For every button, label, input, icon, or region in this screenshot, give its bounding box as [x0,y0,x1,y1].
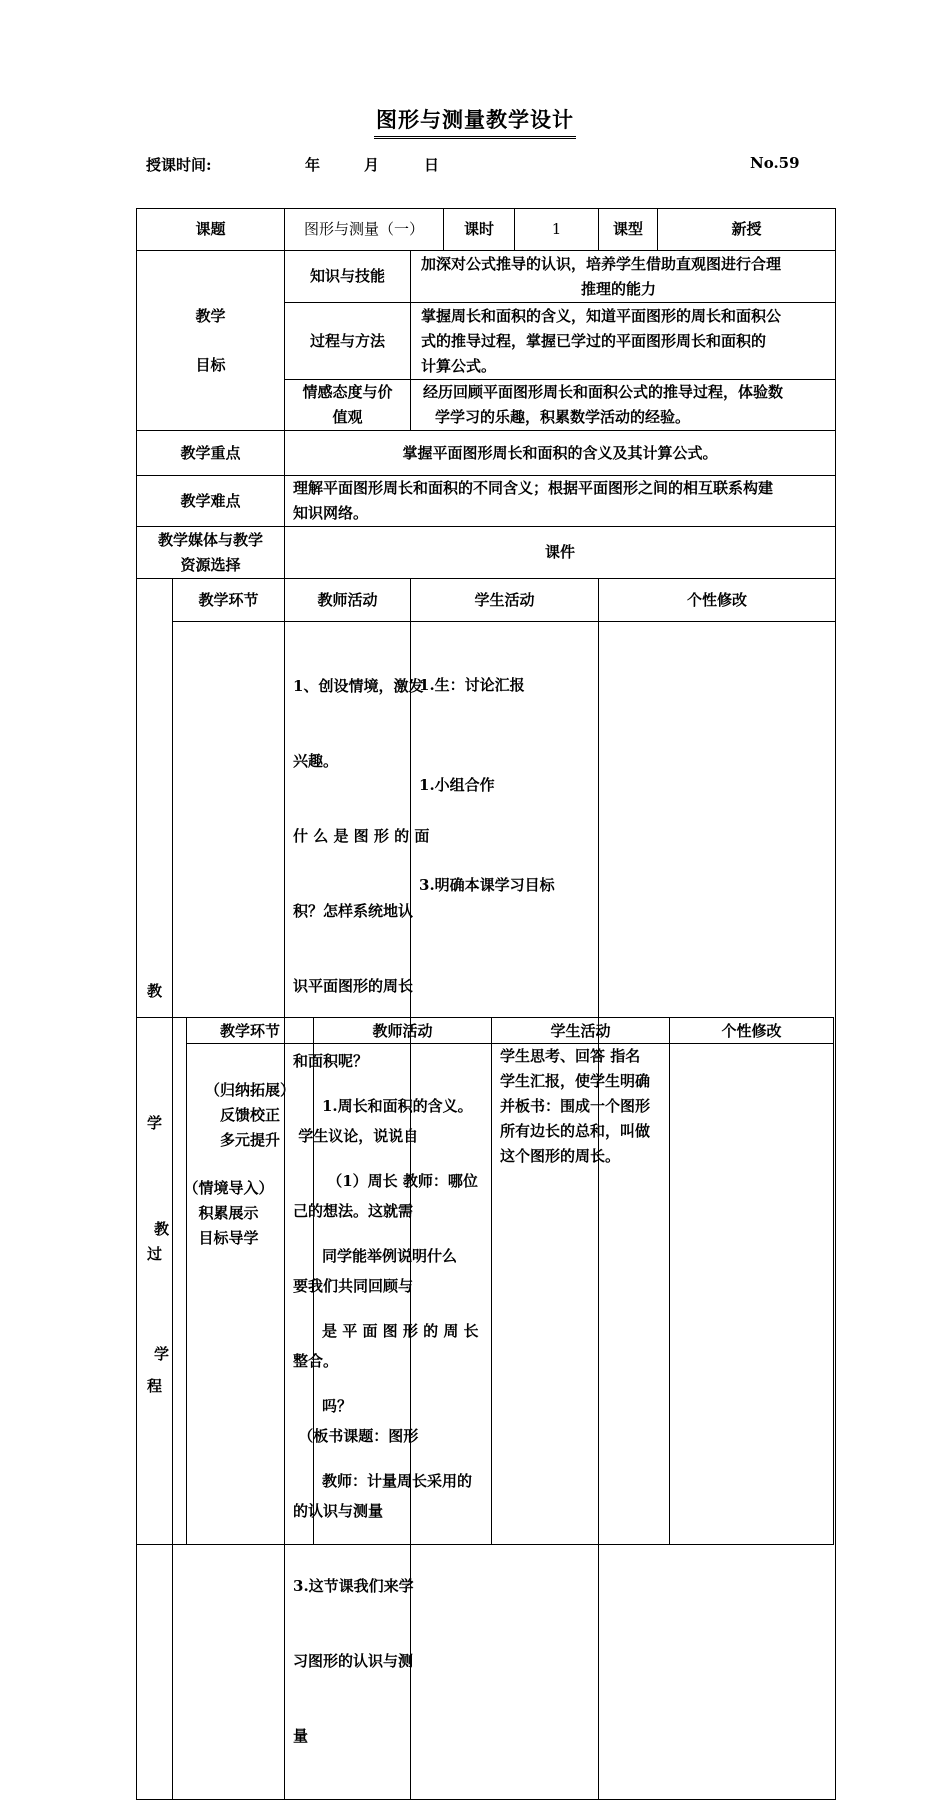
day-label: 日 [424,156,440,174]
student-item-2: 1.小组合作 [419,776,495,794]
objective-text-process: 掌握周长和面积的含义，知道平面图形的周长和面积公 式的推导过程，掌握已学过的平面图形周长和面积的 计算公式。 [411,303,836,380]
objective-name-process: 过程与方法 [285,303,411,380]
header-student: 学生活动 [411,579,599,622]
process-table-2 [136,1017,834,1545]
process2-vertical-label: 教 学 [137,1018,187,1545]
year-label: 年 [305,156,321,174]
header2-student: 学生活动 [492,1018,670,1044]
media-label: 教学媒体与教学 资源选择 [137,527,285,579]
objectives-label-line-1: 教学 [195,306,226,325]
header-revision: 个性修改 [599,579,836,622]
type-value: 新授 [658,209,836,251]
type-label: 课型 [599,209,658,251]
difficulty-label: 教学难点 [137,476,285,527]
month-label: 月 [364,156,380,174]
lesson-number: No.59 [750,154,800,172]
stage-cell: （情境导入） 积累展示 目标导学 [173,622,285,1800]
key-point-text: 掌握平面图形周长和面积的含义及其计算公式。 [285,431,836,476]
objective-name-knowledge: 知识与技能 [285,251,411,303]
objective-text-emotion: 经历回顾平面图形周长和面积公式的推导过程，体验数 学学习的乐趣，积累数学活动的经验。 [411,380,836,431]
stage2-cell: （归纳拓展） 反馈校正 多元提升 [187,1044,314,1545]
objectives-label [137,251,285,431]
header-teacher: 教师活动 [285,579,411,622]
student-item-1: 1.生：讨论汇报 [419,676,525,694]
student-item-3: 3.明确本课学习目标 [419,876,555,894]
lesson-plan-table [136,208,836,1800]
student2-activity: 学生思考、回答 指名 学生汇报，使学生明确 并板书：围成一个图形 所有边长的总和，叫做 这个图形的周长。 [492,1044,670,1545]
document-title: 图形与测量教学设计 [0,104,950,139]
teacher2-activity: 1.周长和面积的含义。 （1）周长 教师：哪位 同学能举例说明什么 是 平 面 图 形 的 周 长 吗？ 教师：计量周长采用的 [314,1044,492,1545]
teacher-activity: 1、创设情境，激发 兴趣。 什 么 是 图 形 的 面 积？怎样系统地认 识平面图形的周长 和面积呢？ 学生议论，说说自 己的想法。这就需 要我们共同回顾与 整合。 （板书课题：图形 的认识与测量 3.这节课我们来学 习图形的认识与测 量 [285,622,411,1800]
period-value: 1 [515,209,599,251]
header2-stage: 教学环节 [187,1018,314,1044]
process-vertical-label: 教 学 过 程 [137,579,173,1800]
header-stage: 教学环节 [173,579,285,622]
media-text: 课件 [285,527,836,579]
header2-revision: 个性修改 [670,1018,834,1044]
objective-text-knowledge: 加深对公式推导的认识，培养学生借助直观图进行合理 推理的能力 [411,251,836,303]
topic-value: 图形与测量（一） [285,209,444,251]
period-label: 课时 [444,209,515,251]
objective-name-emotion: 情感态度与价 值观 [285,380,411,431]
objectives-label-line-2: 目标 [195,355,226,374]
date-label: 授课时间: [146,156,212,174]
revision2-cell [670,1044,834,1545]
key-point-label: 教学重点 [137,431,285,476]
topic-label: 课题 [137,209,285,251]
header2-teacher: 教师活动 [314,1018,492,1044]
difficulty-text: 理解平面图形周长和面积的不同含义；根据平面图形之间的相互联系构建 知识网络。 [285,476,836,527]
